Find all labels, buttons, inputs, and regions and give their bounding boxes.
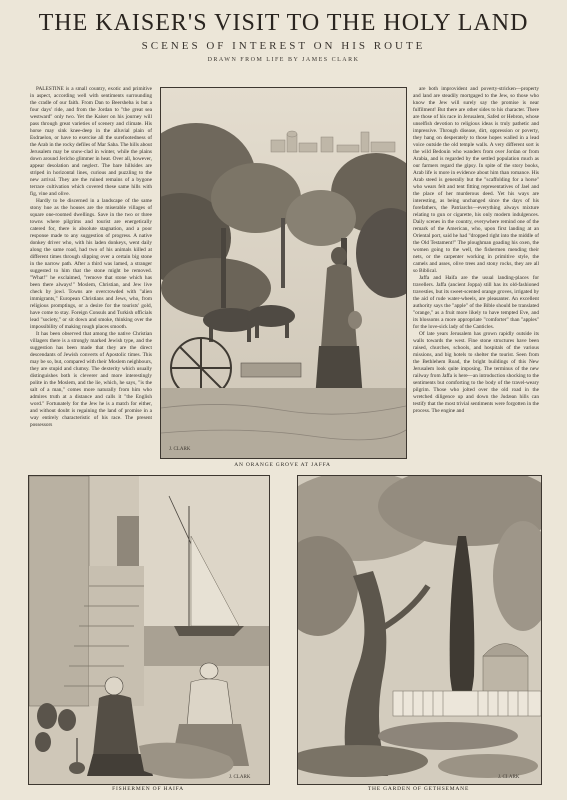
illustration-gethsemane [297,475,542,785]
illustration-orange-grove [160,87,407,459]
artist-byline: DRAWN FROM LIFE BY JAMES CLARK [207,57,360,63]
paragraph: Of late years Jerusalem has grown rapidly outside its walls towards the west. Fine stone structures have been raised, churches, schools, and hospitals of the various missions, and big hotels to shelter the tourist. Seen from the Bethlehem Road, the bright buildings of this New Jerusalem look quite imposing. The terminus of the new railway from Jaffa is here—an introduction shocking to the sentiments but comforting to the body of the travel-weary pilgrim. Those who jolted over the old road in the wretched diligence up and down the Judæan hills can testify that the most trivial sentiments were forgotten in the process. The engine and [413,331,539,414]
caption-gethsemane: THE GARDEN OF GETHSEMANE [367,786,470,792]
paragraph: are both improvident and poverty-stricken—property and land are steadily mortgaged to the Jew, so those who know the Jew will surely say the promise is near fulfilment! But there are other sides to his character. There are those of his race in Jerusalem, Safed or Hebron, whose unselfish devotion to religious ideas is truly pathetic and impressive. Through disease, dirt, oppression or poverty, they hang on desperately to those hopes walled in a lead voice outside the old temple walls. A very different sort is the wild Bedouin who wanders from over Jordan or from Arabia, and is regarded by the settled population much as our farmers regard the gipsy. In spite of the story books, Arab life is more in evidence about him than romance. His Arab steed is generally but the "scaffolding for a horse" who wears felt and tent fitting representatives of Jael and the place of her murderous deed. Yet his ways are interesting, as being unchanged since the days of his forefathers, the Patriarchs—everything always mixture relating to gun or cigarette, his only modern indulgences. Daily scenes in the country, everywhere remind one of the remark of the American, who, upon first landing at an Oriental port, said he had "dropped right into the middle of the Old Testament!" The ploughman goading his oxen, the women going to the well, the fishermen mending their nets, or the carpenter working in primitive style, the camels and asses, olive trees and stony rocks, they are all so Biblical. [413,86,539,274]
stone-trough [241,363,301,377]
garden-fence [393,691,541,716]
paragraph: PALESTINE is a small country, exotic and primitive in aspect, according well with sentiments surrounding the cradle of our faith. From Dan to Beersheba is but a four days' ride, and from the Jordan to "the great sea westward" only two. Yet the Kaiser on his journey will pass through great varieties of scenery and climate. His horse may sink knee-deep in the alluvial plain of Esdraelon, or have to exercise all the surefootedness of the Arab in the rocky defiles of Mar Saba. The hills about Jerusalem may be snow-clad in winter, while the plains down around Jericho glimmer in heat. Over all, however, appear desolation and neglect. The bare hillsides are striped in horizontal lines, curious and puzzling to the new arrival. They are the ruined remains of a bygone terrace cultivation which covered these same hills with fig, vine and olive. [30,86,152,197]
artist-signature: J. CLARK [169,447,191,452]
paragraph: Jaffa and Haifa are the usual landing-places for travellers. Jaffa (ancient Joppa) still has its old-fashioned travesties, but its sweet-scented orange groves, irrigated by the aid of rude water-wheels, are pleasanter. An excellent authority says the "apple" of the Bible should be translated "orange," as a fruit more likely to have tempted Eve, and its blossoms a more appropriate "comforter" than "apples" for the love-sick lady of the Canticles. [413,275,539,330]
caption-fishermen: FISHERMEN OF HAIFA [112,786,184,792]
article-title: THE KAISER'S VISIT TO THE HOLY LAND [38,10,529,36]
illustration-fishermen [28,475,270,785]
fishermen-engraving [29,476,269,784]
artist-signature: J. CLARK [498,775,520,780]
text-column-left [30,86,152,456]
caption-orange-grove: AN ORANGE GROVE AT JAFFA [234,462,331,468]
gethsemane-engraving [298,476,541,784]
paragraph: It has been observed that among the native Christian villagers there is a strongly marked Jewish type, and the suggestion has been made that they are the direct descendants of Jewish converts of Apostolic times. This may be so, but, compared with their Moslem neighbours, they are stupid and clumsy. The dexterity which usually distinguishes both is cleverer and more interestingly polite in the Moslem, and the lie, which, he says, "is the salt of a man," comes more naturally from him who admires truth at a distance and calls it "the English word." Fortunately for the Jew he is a match for either, and without doubt is regaining the land of promise in a way entirely characteristic of his race. The present possessors [30,331,152,428]
orange-grove-engraving [161,88,406,458]
paragraph: Hardly to be discerned in a landscape of the same stony hue as the houses are the miserable villages of square one-roomed dwellings. Save in the two or three towns where pilgrims and tourist are energetically catered for, there is absolute stagnation, and a poor response made to any suggestion of progress. A native donkey driver who, with his laden donkeys, went daily along the same road, had two of his animals killed at different times through slipping over a certain big stone in the narrow path. After a third was lamed, a stranger suggested to him that the stone might be removed. "What!" he exclaimed, "remove that stone which has been there always!" Moslem, Christian, and Jew live check by jowl. Towns are overcrowded with "alien immigrants," European Christians and Jews, who, from religious promptings, or a desire for the tourists' gold, have come to stay. Foreign Consuls and Turkish officials lead "society," or sit down and smoke, thinking over the impossibility of making rough places smooth. [30,198,152,330]
artist-signature: J. CLARK [229,775,251,780]
article-subtitle: SCENES OF INTEREST ON HIS ROUTE [141,40,426,52]
text-column-right [413,86,539,456]
